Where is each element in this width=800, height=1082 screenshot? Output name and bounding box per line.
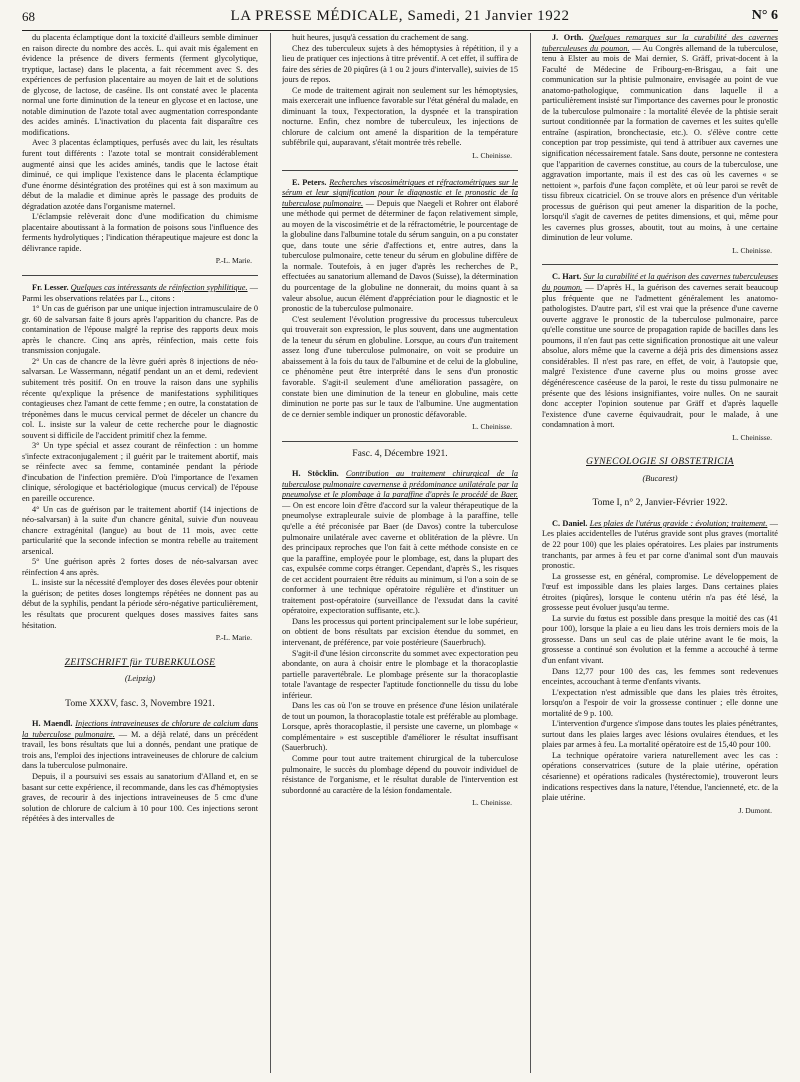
paragraph: La technique opératoire variera naturellement avec les cas : opérations conservatrices (suture de la plaie utérine, opération césarienne) et opérations radicales (hystérectomie), trouveront leurs indications respectives dans la nature, l'étendue, l'ancienneté, etc. de la plaie utérine. (542, 750, 778, 803)
review-text: — M. a déjà relaté, dans un précédent travail, les bons résultats que lui a donnés, pendant une pratique de trois ans, l'emploi des injections intraveineuses de chlorure de calcium dans la tuberculose pulmonaire. (22, 729, 258, 771)
review-text: — Parmi les observations relatées par L., citons : (22, 283, 258, 303)
paragraph: huit heures, jusqu'à cessation du crachement de sang. (292, 33, 469, 42)
review-author: J. Orth. (552, 33, 584, 42)
paragraph: L'éclampsie relèverait donc d'une modification du chimisme placentaire aboutissant à la formation de poisons sous l'influence des ferments hydrolytiques ; l'indication thérapeutique majeure est donc la délivrance rapide. (22, 212, 258, 253)
review-title: Injections intraveineuses de chlorure de calcium dans la tuberculose pulmonaire. (22, 719, 258, 739)
section-heading: GYNECOLOGIE SI OBSTETRICIA (586, 456, 734, 468)
review-entry (22, 283, 258, 304)
paragraph: Avec 3 placentas éclamptiques, perfusés avec du lait, les résultats furent tout différents : l'azote total se montrait considérablement augmenté ainsi que les acides aminés, tandis que le lactose était diminué, ce qui implique l'existence dans le placenta éclamptique d'une énorme désintégration des protéines qui est à son maximum au début de la maladie et diminue après le passage des produits de dégradation azotée dans l'organisme maternel. (22, 138, 258, 211)
paragraph: 1° Un cas de guérison par une unique injection intramusculaire de 0 gr. 60 de salvarsan faite 8 jours après l'apparition du chancre. Pas de contamination de l'épouse malgré la reprise des rapports deux mois après le chancre. Cinq ans après, réinfection, mais cette fois transmission conjugale. (22, 304, 258, 356)
paragraph: Comme pour tout autre traitement chirurgical de la tuberculose pulmonaire, le succès du plombage dépend du pouvoir individuel de résistance de l'organisme, et le résultat durable de l'intervention est subordonné au caractère de la lésion fondamentale. (282, 754, 518, 795)
signature: L. Cheinisse. (732, 432, 772, 442)
review-author: H. Stöcklin. (292, 469, 339, 479)
review-title: Les plaies de l'utérus gravide : évolution; traitement. (589, 518, 768, 528)
paragraph: du placenta éclamptique dont la toxicité d'ailleurs semble diminuer en raison directe du nombre des accès. L. qui avait mis également en évidence la présence de divers ferments (ferment glycolytique, tryptique, lactase) dans le placenta, a fait récemment avec S. des expériences de perfusion placentaire au moyen de lait et de solutions de glycose, de lactose, de caséine. Ils ont constaté avec le placenta normal une forte diminution de la teneur en glycose et en lactose, une notable diminution de l'azote total avec augmentation correspondante des acides aminés. L'inactivation du placenta fait disparaître ces modifications. (22, 33, 258, 137)
paragraph: C'est seulement l'évolution progressive du processus tuberculeux qui trouverait son expression, le plus souvent, dans une augmentation de la teneur du sérum en globuline. Lorsque, au cours d'un traitement assez long d'une tuberculose pulmonaire, on voit se produire un abaissement à la fois du taux de l'albumine et de celui de la globuline, ce phénomène peut être interprété dans le sens d'un pronostic favorable. S'agit-il seulement d'une amélioration passagère, on constate bien une diminution de la teneur en globuline, mais cette diminution ne porte pas sur le taux de l'albumine. Une augmentation de ce dernier semble indiquer un pronostic défavorable. (282, 314, 518, 419)
paragraph: La survie du fœtus est possible dans presque la moitié des cas (41 pour 100), lorsque la plaie a eu lieu dans les trois derniers mois de la grossesse. Dans un seul cas de plaie utérine avant le 6e mois, la grossesse a continué son évolution et la femme a accouché à terme d'un enfant vivant. (542, 613, 778, 665)
review-text: — Au Congrès allemand de la tuberculose, tenu à Elster au mois de Mai dernier, S. Gräff, privat-docent à la Faculté de Médecine de Fribourg-en-Brisgau, a fait une communication sur la phtisie pulmonaire, envisagée au point de vue anatomo-pathologique, communication dans laquelle il a particulièrement insisté sur l'importance des cavernes pour le pronostic de la tuberculose pulmonaire : la mortalité élevée de la phtisie serait surtout conditionnée par la formation de cavernes et les suites qu'elle entraîne (aspiration, bronchectasie, etc.). O. s'élève contre cette conception par trop pessimiste, qui tend à attribuer aux cavernes une signification nécessairement fatale. Sans doute, personne ne contestera que l'apparition de cavernes constitue, au cours de la tuberculose, une aggravation importante, mais il est des cas où les cavernes « se nettoient », parfois d'une façon complète, et où leur paroi se revêt de tissu fibreux cicatriciel. On se trouve alors en présence d'un véritable processus de guérison qui peut amener la disparition de la poche, lorsqu'il s'agit de cavernes de petites dimensions, et qui, même pour les cavernes plus grosses, aboutit, tout au moins, à une certaine diminution de leur volume. (542, 43, 778, 243)
review-entry (542, 519, 778, 572)
separator (22, 275, 258, 276)
signature: P.-L. Marie. (215, 633, 252, 643)
separator (282, 170, 518, 171)
column-middle (282, 33, 518, 1073)
section-heading: ZEITSCHRIFT für TUBERKULOSE (64, 656, 216, 668)
separator (282, 441, 518, 442)
paragraph: 3° Un type spécial et assez courant de réinfection : un homme s'infecte extraconjugalement ; il guérit par le traitement abortif, mais se réinfecte avec sa femme, contaminée pendant la période d'incubation de l'infection première. D'où l'importance de l'examen clinique, sérologique et bactériologique (mucus cervical) de l'épouse en pareille occurence. (22, 441, 258, 503)
review-title: Sur la curabilité et la guérison des cavernes tuberculeuses du poumon. (542, 272, 778, 293)
paragraph: L'expectation n'est admissible que dans les plaies très étroites, lorsqu'on a l'espoir de voir la grossesse continuer ; elle donne une mortalité de 9 p. 100. (542, 687, 778, 718)
signature: J. Dumont. (738, 805, 772, 815)
signature: L. Cheinisse. (472, 422, 512, 432)
review-title: Quelques cas intéressants de réinfection syphilitique. (70, 283, 248, 293)
review-text: — Les plaies accidentelles de l'utérus gravide sont plus graves (mortalité de 22 pour 100) que les plaies opératoires. Les plaies par instruments tranchants, par armes à feu et par corne d'animal sont d'un mauvais pronostic. (542, 518, 778, 571)
paragraph: La grossesse est, en général, compromise. Le développement de l'œuf est impossible dans les plaies larges. Dans certaines plaies étroites (piqûres), lorsque le contenu utérin n'a pas été lésé, la grossesse peut évoluer jusqu'au terme. (542, 571, 778, 613)
review-author: H. Maendl. (32, 719, 73, 729)
review-text: — Depuis que Naegeli et Rohrer ont élaboré une méthode qui permet de déterminer de façon relativement simple, au moyen de la viscosimétrie et de la réfractométrie, le pourcentage de la globuline dans l'albumine totale du sérum sanguin, on a pu constater que, dans toute une série d'affections et, entre autres, dans la tuberculose pulmonaire, cette teneur du sérum en globuline diffère de la normale. Toutefois, à en juger d'après les recherches de P., effectuées au sanatorium allemand de Davos (Suisse), la détermination du pourcentage de la globuline ne donnerait, du moins quant à sa valeur absolue, aucun élément d'appréciation pour le diagnostic et le pronostic de la tuberculose pulmonaire. (282, 198, 518, 314)
review-title: Recherches viscosimétriques et réfractométriques sur le sérum et leur signification pour le diagnostic et le pronostic de la tuberculose pulmonaire. (282, 177, 518, 208)
review-entry (542, 272, 778, 430)
paragraph: Dans 12,77 pour 100 des cas, les femmes sont redevenues enceintes, accouchant à terme d'enfants vivants. (542, 666, 778, 687)
paragraph: 4° Un cas de guérison par le traitement abortif (14 injections de néo-salvarsan) à la suite d'un chancre génital, suivie d'un nouveau chancre extragénital (langue) au bout de 11 mois, avec cette particularité que la seconde infection se montra rebelle au traitement arsenical. (22, 504, 258, 556)
issue-number: N° 6 (751, 8, 778, 23)
review-title: Quelques remarques sur la curabilité des cavernes tuberculeuses du poumon. (542, 33, 778, 53)
review-title: Contribution au traitement chirurgical de la tuberculose pulmonaire cavernense à prédominance unilatérale par la pneumolyse et le plombage à la paraffine d'après le procédé de Baer. (282, 469, 518, 500)
column-right (542, 33, 778, 1073)
journal-title: LA PRESSE MÉDICALE, Samedi, 21 Janvier 1922 (230, 8, 570, 24)
paragraph: L. insiste sur la nécessité d'employer des doses élevées pour obtenir la guérison; de petites doses longtemps répétées ne donnent pas au début de la syphilis, pendant la période séro-négative particulièrement, les résultats que procurent quelques doses massives faites sans hésitation. (22, 578, 258, 630)
separator (542, 264, 778, 265)
review-text: — On est encore loin d'être d'accord sur la valeur thérapeutique de la pneumolyse extrapleurale suivie de plombage à la paraffine, telle qu'elle a été préconisée par Baer (de Davos) contre la tuberculose pulmonaire unilatérale avec caverne et oblitération de la plèvre. Un des principaux reproches que l'on fait à cette méthode consiste en ce que la paraffine, employée pour le plombage, est, dans la plupart des cas, expulsée comme corps étranger. Cependant, d'après S., les risques de cet accident pourraient être réduits au minimum, si l'on a soin de se conformer à une technique opératoire régulière et d'instituer un traitement post-opératoire (surveillance de l'exsudat dans la cavité opératoire, expectoration suffisante, etc.). (282, 500, 518, 616)
page-header (22, 6, 778, 31)
column-left (22, 33, 258, 1073)
paragraph: 5° Une guérison après 2 fortes doses de néo-salvarsan avec réinfection 4 ans après. (22, 557, 258, 577)
review-author: Fr. Lesser. (32, 283, 69, 293)
column-rule (270, 33, 271, 1073)
section-city: (Bucarest) (642, 473, 678, 483)
review-entry (282, 469, 518, 617)
paragraph: Dans les processus qui portent principalement sur le lobe supérieur, on obtient de bons résultats par excision étendue du sommet, en intervenant, de préférence, par voie postérieure (Sauerbruch). (282, 616, 518, 647)
review-text: — D'après H., la guérison des cavernes serait beaucoup plus fréquente que ne l'admettent généralement les anatomo-pathologistes. D'autre part, s'il est vrai que la présence d'une caverne ouverte aggrave le pronostic de la tuberculose pulmonaire, parce qu'elle constitue une source de propagation rapide de bacilles dans les poumons, il n'en faut pas cette signification pronostique ait une valeur absolue, alors même que la caverne a déjà pris des dimensions assez considérables. Il n'est pas rare, en effet, de voir, à l'autopsie que, malgré l'existence d'une caverne plus ou moins grosse avec dégénérescence caséeuse de la paroi, le reste du tissu pulmonaire ne présente que des lésions insignifiantes, voire nulles. On ne saurait donc accepter l'opinion soutenue par Gräff et d'après laquelle l'existence d'une caverne équivaudrait, pour le malade, à une condamnation à mort. (542, 283, 778, 430)
signature: L. Cheinisse. (472, 151, 512, 161)
paragraph: Depuis, il a poursuivi ses essais au sanatorium d'Alland et, en se basant sur cette expérience, il recommande, dans les cas d'hémoptysies graves, de recourir à des injections intraveineuses de 5 cmc d'une solution de chlorure de calcium à 10 pour 100. Ces injections seront répétées à des intervalles de (22, 772, 258, 824)
signature: L. Cheinisse. (472, 798, 512, 808)
paragraph: L'intervention d'urgence s'impose dans toutes les plaies pénétrantes, surtout dans les plaies larges avec lésions ovulaires étendues, et les plaies par armes à feu. La mortalité opératoire est de 15,40 pour 100. (542, 719, 778, 750)
signature: L. Cheinisse. (732, 245, 772, 255)
volume-line: Tome I, n° 2, Janvier-Février 1922. (592, 497, 728, 509)
review-author: C. Hart. (552, 272, 582, 282)
review-author: E. Peters. (292, 177, 327, 187)
paragraph: Dans les cas où l'on se trouve en présence d'une lésion unilatérale de tout un poumon, la thoracoplastie totale est préférable au plombage. Lorsque, après thoracoplastie, il persiste une caverne, un plombage « complémentaire » est susceptible d'améliorer le résultat insuffisant (Sauerbruch). (282, 701, 518, 753)
review-author: C. Daniel. (552, 518, 588, 528)
review-entry (282, 178, 518, 315)
paragraph: 2° Un cas de chancre de la lèvre guéri après 8 injections de néo-salvarsan. Le Wassermann, négatif pendant un an et demi, redevient subitement très positif. On en trouve la raison dans une syphilis récente qu'explique la présence de manifestations syphilitiques contagieuses chez l'amant de cette femme ; en outre, la constatation de tréponèmes dans le mucus cervical permet de déceler un chancre du col. L. insiste sur la valeur de cette recherche pour le diagnostic souvent si difficile de l'accident primitif chez la femme. (22, 356, 258, 440)
paragraph: Ce mode de traitement agirait non seulement sur les hémoptysies, mais exercerait une influence favorable sur l'état général du malade, en diminuant la toux, l'expectoration, la dyspnée et la transpiration nocturne. Enfin, chez nombre de tuberculeux, les injections de chlorure de calcium ont amené la disparition de la température subfébrile qui, auparavant, s'était montrée très rebelle. (282, 85, 518, 148)
review-entry (22, 719, 258, 772)
signature: P.-L. Marie. (215, 256, 252, 266)
section-city: (Leipzig) (124, 674, 156, 684)
review-entry (542, 33, 778, 244)
paragraph: S'agit-il d'une lésion circonscrite du sommet avec expectoration peu abondante, on aura à choisir entre le plombage et la thoracoplastie partielle paravertébrale. Le plombage présente sur la thoracoplastie totale l'avantage de respecter l'aptitude fonctionnelle du tissu du lobe inférieur. (282, 648, 518, 700)
paragraph: Chez des tuberculeux sujets à des hémoptysies à répétition, il y a lieu de pratiquer ces injections à titre préventif. A cet effet, il suffira de faire des séries de 20 piqûres (à 1 ou 2 jours d'intervalle), suivies de 15 jours de repos. (282, 43, 518, 85)
column-rule (530, 33, 531, 1073)
fascicle-line: Fasc. 4, Décembre 1921. (352, 447, 448, 459)
page-number: 68 (22, 9, 35, 24)
volume-line: Tome XXXV, fasc. 3, Novembre 1921. (65, 697, 215, 709)
